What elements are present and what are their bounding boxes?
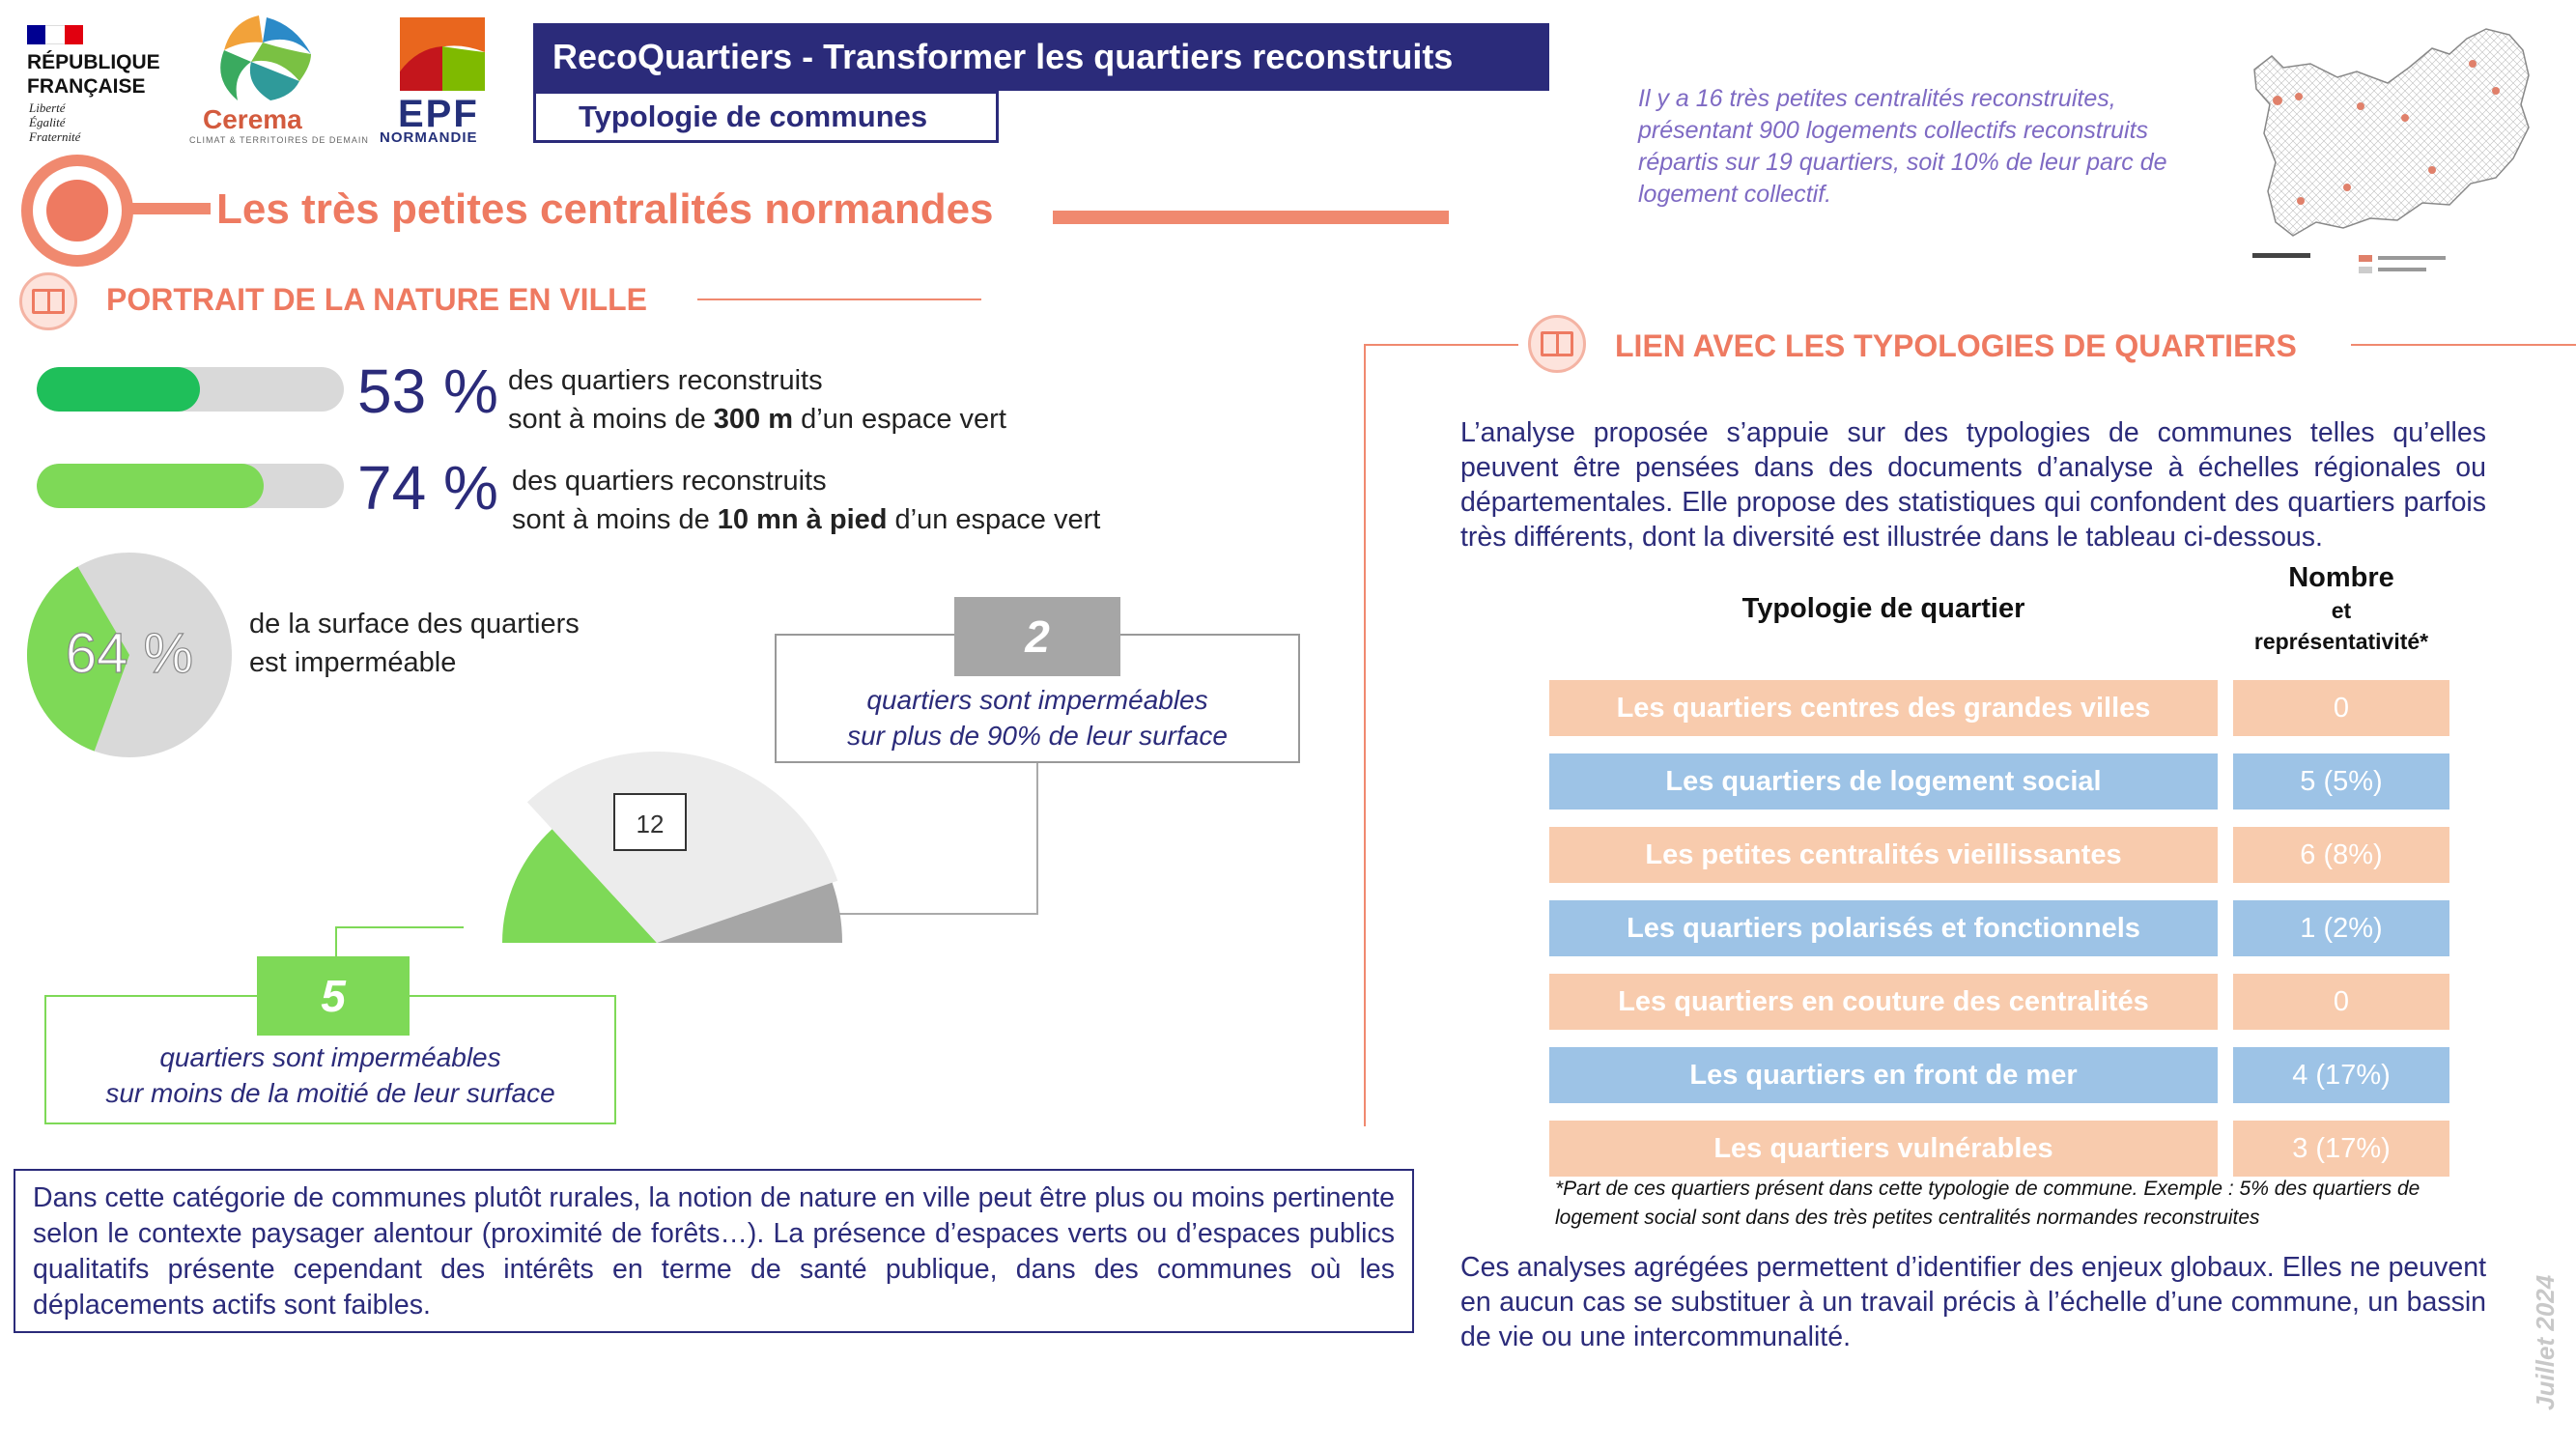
stat-value-10mn: 74 % — [357, 453, 498, 523]
epf-logo-text: EPF — [398, 93, 479, 135]
table-footnote: *Part de ces quartiers présent dans cette typologie de commune. Exemple : 5% des quartiers de logement social sont dans des très petites centralités normandes reconstruites — [1555, 1178, 2420, 1229]
table-header-nombre: Nombre et représentativité* — [2253, 562, 2429, 654]
document-subtitle: Typologie de communes — [533, 91, 999, 143]
table-row-label: Les quartiers en couture des centralités — [1549, 974, 2218, 1030]
table-row-value: 0 — [2233, 974, 2449, 1030]
lien-paragraph: L’analyse proposée s’appuie sur des typologies de communes telles qu’elles peuvent être pensées dans des documents d’analyse à échelles régionales ou départementales. Elle propose des statistiques qui confondent des quartiers parfois très différents, dont la diversité est illustrée dans le tableau ci-dessous. — [1460, 417, 2486, 553]
progress-fill-10mn — [37, 464, 264, 508]
pie-value-label: 64 % — [65, 622, 194, 685]
table-header-typologie: Typologie de quartier — [1741, 593, 2025, 624]
section-divider-lien-left — [1364, 344, 1518, 346]
section-title-lien: LIEN AVEC LES TYPOLOGIES DE QUARTIERS — [1615, 328, 2297, 363]
heading-connector — [131, 203, 211, 214]
table-row-value: 4 (17%) — [2233, 1047, 2449, 1103]
epf-logo-subtitle: NORMANDIE — [380, 129, 478, 146]
gov-name: RÉPUBLIQUE FRANÇAISE — [27, 51, 160, 98]
table-row-label: Les quartiers polarisés et fonctionnels — [1549, 900, 2218, 956]
badge-low-impermeability: 5 — [257, 956, 410, 1036]
table-row-value: 3 (17%) — [2233, 1121, 2449, 1177]
conclusion-paragraph: Ces analyses agrégées permettent d’identifier des enjeux globaux. Elles ne peuvent en aucun cas se substituer à un travail précis à l’échelle d’une commune, un bassin de vie ou une intercommunalité. — [1460, 1252, 2486, 1352]
half-pie-center-label: 12 — [636, 810, 665, 838]
table-row-value: 1 (2%) — [2233, 900, 2449, 956]
table-row-label: Les quartiers en front de mer — [1549, 1047, 2218, 1103]
stat-description-300m: des quartiers reconstruits sont à moins de 300 m d’un espace vert — [508, 365, 1006, 435]
document-title: RecoQuartiers - Transformer les quartiers reconstruits — [533, 23, 1549, 91]
heading-underline — [1053, 211, 1449, 224]
section-divider-portrait — [697, 298, 981, 300]
epf-normandie-logo-icon — [398, 14, 487, 91]
publication-date: Juillet 2024 — [2531, 1274, 2560, 1410]
main-heading: Les très petites centralités normandes — [216, 185, 994, 233]
pie-description: de la surface des quartiers est imperméable — [249, 609, 580, 678]
republique-francaise-flag — [27, 25, 83, 44]
section-divider-lien-right — [2351, 344, 2576, 346]
heading-ring-icon — [21, 155, 133, 267]
intro-text: Il y a 16 très petites centralités reconstruites, présentant 900 logements collectifs reconstruits répartis sur 19 quartiers, soit 10% de leur parc de logement collectif. — [1638, 85, 2167, 208]
book-icon — [19, 272, 77, 330]
context-note: Dans cette catégorie de communes plutôt rurales, la notion de nature en ville peut être plus ou moins pertinente selon le contexte paysager alentour (proximité de forêts…). La présence d’espaces verts ou d’espaces publics qualitatifs présente cependant des intérêts en terme de santé publique, dans des communes où les déplacements actifs sont faibles. — [14, 1169, 1414, 1333]
stat-value-300m: 53 % — [357, 356, 498, 426]
cerema-logo-subtitle: CLIMAT & TERRITOIRES DE DEMAIN — [189, 135, 369, 145]
badge-high-impermeability: 2 — [954, 597, 1120, 676]
table-row-label: Les quartiers de logement social — [1549, 753, 2218, 810]
section-title-portrait: PORTRAIT DE LA NATURE EN VILLE — [106, 282, 647, 317]
normandy-map-image — [2243, 21, 2550, 274]
section-vertical-divider — [1364, 344, 1366, 1126]
progress-bar-300m — [37, 367, 344, 412]
table-row-label: Les quartiers centres des grandes villes — [1549, 680, 2218, 736]
progress-bar-10mn — [37, 464, 344, 508]
cerema-logo-icon — [203, 12, 319, 104]
table-row-label: Les quartiers vulnérables — [1549, 1121, 2218, 1177]
callout-high-impermeability: quartiers sont imperméables sur plus de 90% de leur surface — [775, 634, 1300, 763]
stat-description-10mn: des quartiers reconstruits sont à moins de 10 mn à pied d’un espace vert — [512, 466, 1101, 535]
table-row-label: Les petites centralités vieillissantes — [1549, 827, 2218, 883]
table-row-value: 5 (5%) — [2233, 753, 2449, 810]
table-row-value: 0 — [2233, 680, 2449, 736]
cerema-logo-text: Cerema — [203, 104, 302, 134]
callout-low-impermeability: quartiers sont imperméables sur moins de la moitié de leur surface — [44, 995, 616, 1124]
gov-motto: Liberté Égalité Fraternité — [29, 100, 81, 144]
progress-fill-300m — [37, 367, 200, 412]
table-row-value: 6 (8%) — [2233, 827, 2449, 883]
book-icon — [1528, 315, 1586, 373]
impermeable-surface-pie — [25, 551, 234, 759]
